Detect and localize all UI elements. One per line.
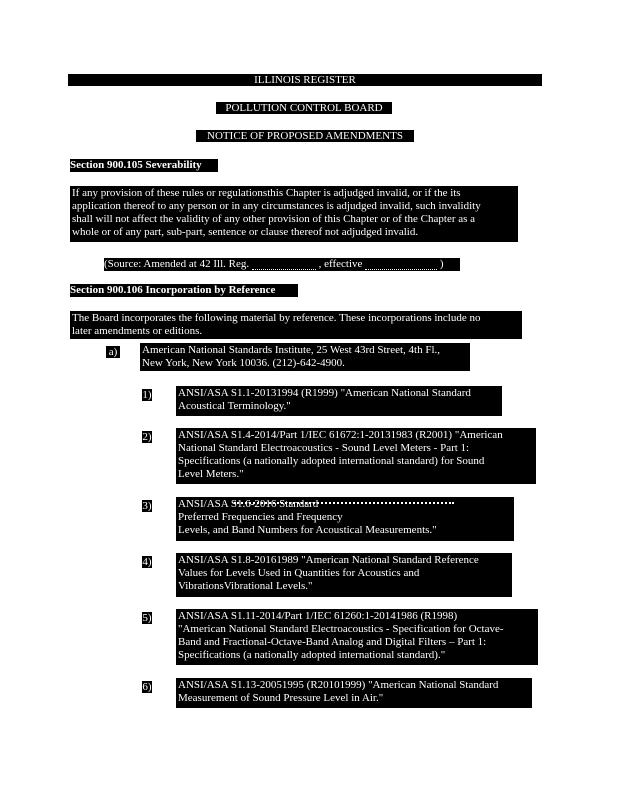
item-line: Band and Fractional-Octave-Band Analog and Digital Filters – Part 1: — [178, 636, 487, 648]
item-line: Levels, and Band Numbers for Acoustical Measurements." — [178, 524, 437, 536]
register-title: ILLINOIS REGISTER — [68, 74, 542, 86]
ansi-address-line-2: New York, New York 10036. (212)-642-4900. — [142, 357, 345, 369]
redacted-effective-date — [365, 259, 437, 270]
item-line: ANSI/ASA S1.8-20161989 "American National Standard Reference — [178, 554, 479, 566]
item-line: "American National Standard Electroacoustics - Specification for Octave- — [178, 623, 504, 635]
source-mid: , effective — [318, 258, 363, 270]
section-106-heading: Section 900.106 Incorporation by Reference — [70, 284, 298, 297]
source-suffix: ) — [439, 258, 444, 270]
source-prefix: (Source: Amended at 42 Ill. Reg. — [104, 258, 250, 270]
standard-item — [176, 678, 532, 708]
notice-title: NOTICE OF PROPOSED AMENDMENTS — [196, 130, 414, 142]
item-line: ANSI/ASA S1.4-2014/Part 1/IEC 61672:1-20131983 (R2001) "American — [178, 429, 503, 441]
redacted-register-number — [252, 259, 316, 270]
section-105-heading: Section 900.105 Severability — [70, 159, 218, 172]
intro-line-2: later amendments or editions. — [72, 325, 203, 337]
item-line: ANSI/ASA S1.13-20051995 (R20101999) "American National Standard — [178, 679, 499, 691]
source-note — [104, 258, 460, 271]
para-line-2: application thereof to any person or in any circumstances is adjudged invalid, such invalidity — [72, 200, 481, 212]
board-title: POLLUTION CONTROL BOARD — [216, 102, 392, 114]
item-line: Measurement of Sound Pressure Level in Air." — [178, 692, 384, 704]
item-line: ANSI/ASA S1.6-2016 Standard — [178, 498, 319, 510]
intro-line-1: The Board incorporates the following material by reference. These incorporations include no — [72, 312, 481, 324]
item-line: Specifications (a nationally adopted international standard) for Sound — [178, 455, 485, 467]
ansi-address-line-1: American National Standards Institute, 25 West 43rd Street, 4th Fl., — [142, 344, 440, 356]
severability-paragraph — [70, 186, 518, 242]
item-number: 3) — [142, 500, 152, 512]
item-number: 2) — [142, 431, 152, 443]
item-line: ANSI/ASA S1.11-2014/Part 1/IEC 61260:1-20141986 (R1998) — [178, 610, 458, 622]
item-line: Values for Levels Used in Quantities for Acoustics and — [178, 567, 420, 579]
item-line: Specifications (a nationally adopted international standard)." — [178, 649, 446, 661]
standard-item — [176, 553, 512, 597]
para-line-1: If any provision of these rules or regulationsthis Chapter is adjudged invalid, or if the its — [72, 187, 461, 199]
item-number: 4) — [142, 556, 152, 568]
ansi-address — [140, 343, 470, 371]
standard-item — [176, 428, 536, 484]
item-number: 6) — [142, 681, 152, 693]
subsection-a-label: a) — [106, 346, 120, 358]
redaction-dots — [234, 502, 454, 504]
item-line: VibrationsVibrational Levels." — [178, 580, 313, 592]
item-number: 1) — [142, 389, 152, 401]
incorporation-intro — [70, 311, 522, 339]
item-number: 5) — [142, 612, 152, 624]
item-line: Level Meters." — [178, 468, 244, 480]
item-line: ANSI/ASA S1.1-20131994 (R1999) "American National Standard — [178, 387, 471, 399]
para-line-4: whole or of any part, sub-part, sentence or clause thereof not adjudged invalid. — [72, 226, 419, 238]
item-line: National Standard Electroacoustics - Sound Level Meters - Part 1: — [178, 442, 470, 454]
item-line: Acoustical Terminology." — [178, 400, 291, 412]
para-line-3: shall will not affect the validity of any other provision of this Chapter or of the Chapter as a — [72, 213, 476, 225]
item-line: Preferred Frequencies and Frequency — [178, 511, 343, 523]
standard-item — [176, 609, 538, 665]
standard-item — [176, 386, 502, 416]
